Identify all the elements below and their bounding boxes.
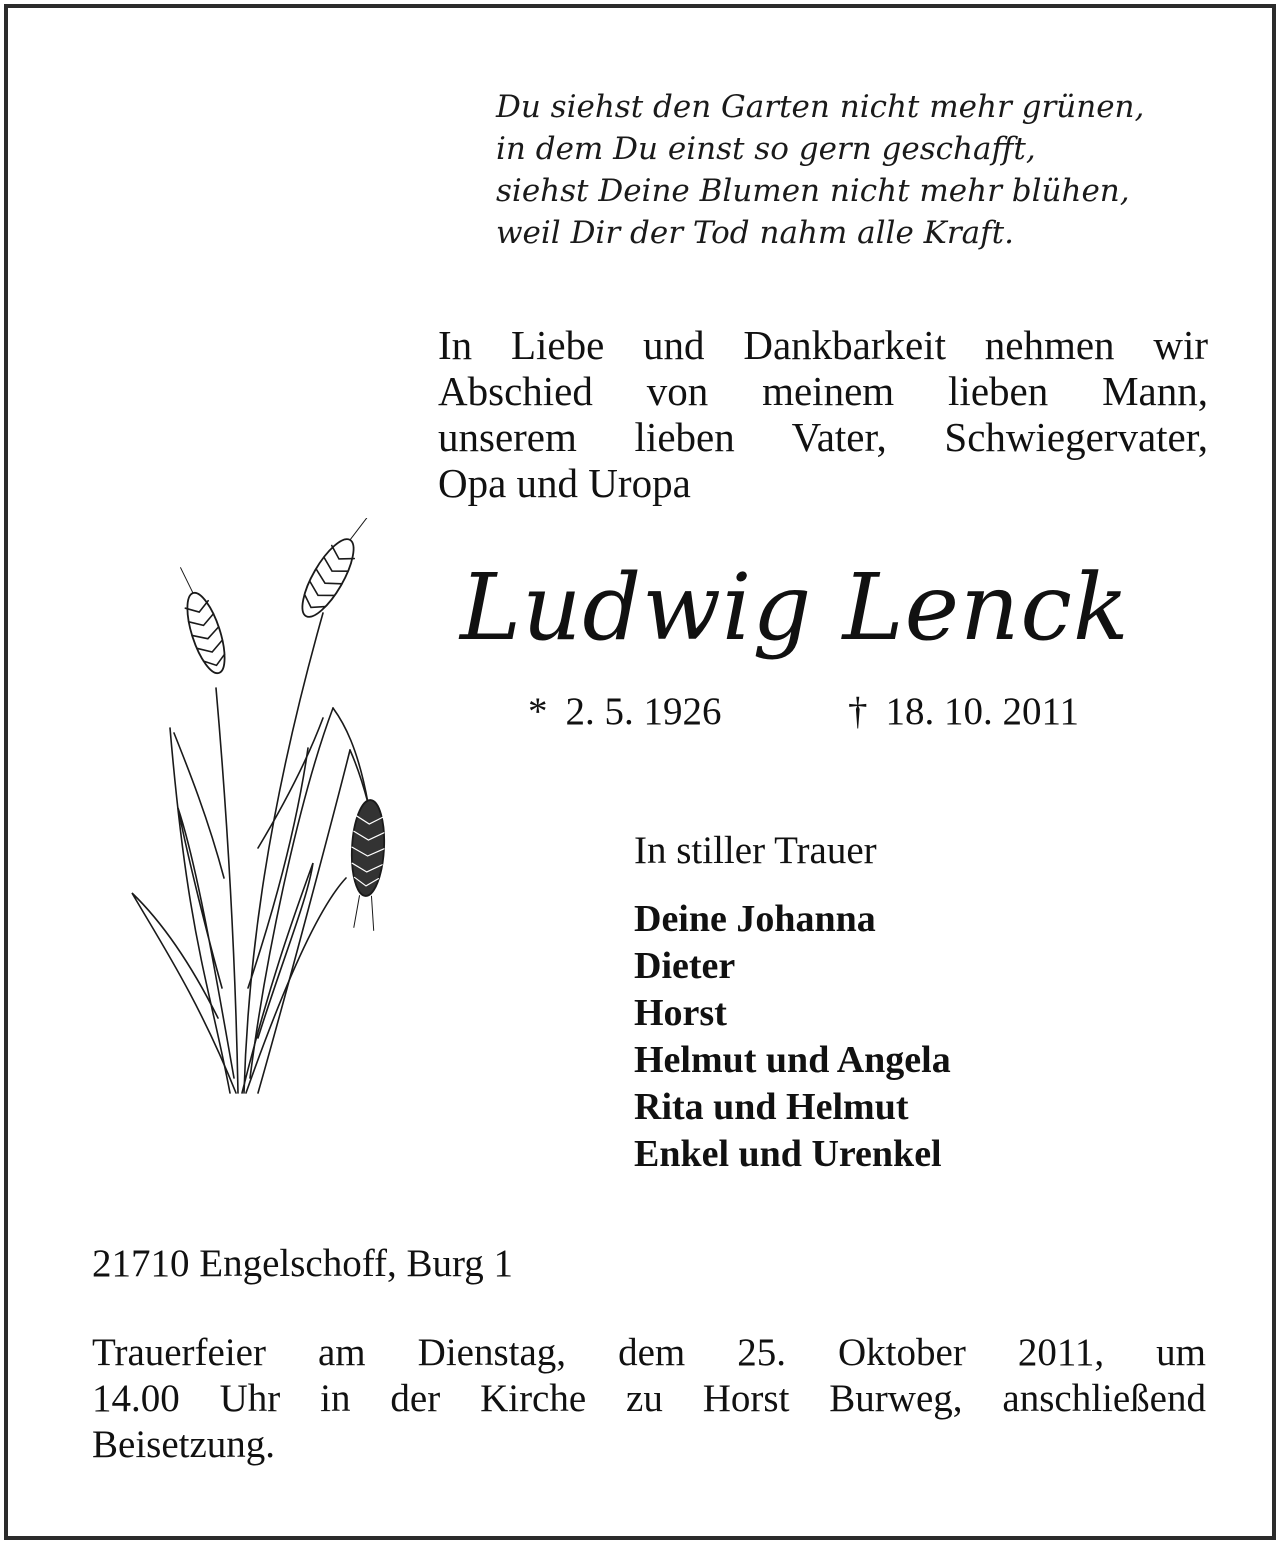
mourning-heading: In stiller Trauer xyxy=(634,829,877,872)
poem-line: siehst Deine Blumen nicht mehr blühen, xyxy=(496,173,1130,209)
service-line: 14.00 Uhr in der Kirche zu Horst Burweg, anschließend xyxy=(92,1377,1206,1420)
address: 21710 Engelschoff, Burg 1 xyxy=(92,1242,514,1285)
service-line: Trauerfeier am Dienstag, dem 25. Oktober 2011, um xyxy=(92,1331,1206,1374)
poem-line: in dem Du einst so gern geschafft, xyxy=(496,131,1036,167)
birth-date-value: 2. 5. 1926 xyxy=(565,690,722,733)
service-info xyxy=(92,1330,1206,1468)
family-list xyxy=(634,896,951,1178)
intro-line: In Liebe und Dankbarkeit nehmen wir xyxy=(438,322,1208,368)
family-member: Deine Johanna xyxy=(634,898,876,940)
birth-date xyxy=(528,690,722,734)
family-member: Helmut und Angela xyxy=(634,1039,951,1081)
intro-line: Abschied von meinem lieben Mann, xyxy=(438,368,1208,414)
wheat-illustration-icon xyxy=(118,518,418,1108)
poem xyxy=(496,86,1236,254)
poem-line: weil Dir der Tod nahm alle Kraft. xyxy=(496,215,1014,251)
intro-line: unserem lieben Vater, Schwiegervater, xyxy=(438,414,1208,460)
death-symbol: † xyxy=(848,690,868,733)
intro-text xyxy=(438,322,1208,506)
family-member: Rita und Helmut xyxy=(634,1086,909,1128)
death-date xyxy=(848,690,1079,734)
death-date-value: 18. 10. 2011 xyxy=(885,690,1080,733)
family-member: Horst xyxy=(634,992,727,1034)
family-member: Enkel und Urenkel xyxy=(634,1133,942,1175)
service-line: Beisetzung. xyxy=(92,1423,276,1466)
poem-line: Du siehst den Garten nicht mehr grünen, xyxy=(496,89,1145,125)
deceased-name: Ludwig Lenck xyxy=(460,554,1130,661)
birth-symbol: * xyxy=(528,690,548,733)
obituary-frame xyxy=(4,4,1276,1540)
intro-line: Opa und Uropa xyxy=(438,460,691,506)
family-member: Dieter xyxy=(634,945,736,987)
